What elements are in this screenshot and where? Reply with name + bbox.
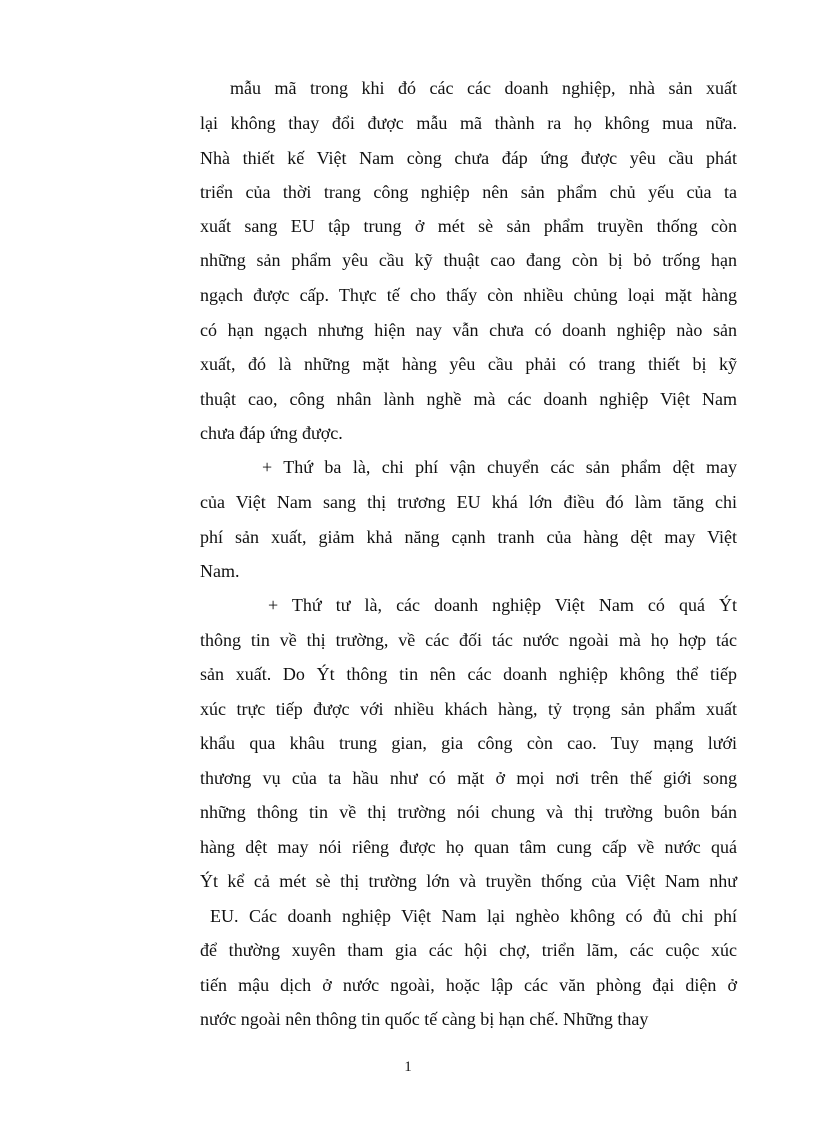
text-line: lại không thay đổi được mẫu mã thành ra họ không mua nữa.	[200, 113, 737, 133]
text-line: Nhà thiết kế Việt Nam còng chưa đáp ứng được yêu cầu phát	[200, 148, 737, 168]
text-line: nước ngoài nên thông tin quốc tế càng bị hạn chế. Những thay	[200, 1009, 649, 1029]
text-line: + Thứ tư là, các doanh nghiệp Việt Nam có quá Ýt	[268, 595, 737, 615]
text-line: thuật cao, công nhân lành nghề mà các doanh nghiệp Việt Nam	[200, 389, 737, 409]
text-line: EU. Các doanh nghiệp Việt Nam lại nghèo không có đủ chi phí	[210, 906, 737, 926]
text-line: hàng dệt may nói riêng được họ quan tâm cung cấp về nước quá	[200, 837, 737, 857]
text-line: xuất sang EU tập trung ở mét sè sản phẩm truyền thống còn	[200, 216, 737, 236]
text-line: những sản phẩm yêu cầu kỹ thuật cao đang còn bị bỏ trống hạn	[200, 250, 737, 270]
text-line: xúc trực tiếp được với nhiều khách hàng, tỷ trọng sản phẩm xuất	[200, 699, 737, 719]
text-line: sản xuất. Do Ýt thông tin nên các doanh nghiệp không thể tiếp	[200, 664, 737, 684]
text-line: tiến mậu dịch ở nước ngoài, hoặc lập các văn phòng đại diện ở	[200, 975, 737, 995]
text-line: + Thứ ba là, chi phí vận chuyển các sản phẩm dệt may	[262, 457, 737, 477]
text-line: để thường xuyên tham gia các hội chợ, triển lãm, các cuộc xúc	[200, 940, 737, 960]
text-line: chưa đáp ứng được.	[200, 423, 343, 443]
text-line: xuất, đó là những mặt hàng yêu cầu phải có trang thiết bị kỹ	[200, 354, 737, 374]
text-line: có hạn ngạch nhưng hiện nay vẫn chưa có doanh nghiệp nào sản	[200, 320, 737, 340]
text-line: mẫu mã trong khi đó các các doanh nghiệp, nhà sản xuất	[230, 78, 737, 98]
text-line: khẩu qua khâu trung gian, gia công còn cao. Tuy mạng lưới	[200, 733, 737, 753]
text-line: ngạch được cấp. Thực tế cho thấy còn nhiều chủng loại mặt hàng	[200, 285, 737, 305]
page-number: 1	[404, 1059, 412, 1075]
text-line: Nam.	[200, 561, 240, 581]
text-line: phí sản xuất, giảm khả năng cạnh tranh của hàng dệt may Việt	[200, 527, 737, 547]
text-line: của Việt Nam sang thị trương EU khá lớn điều đó làm tăng chi	[200, 492, 737, 512]
text-line: triển của thời trang công nghiệp nên sản phẩm chủ yếu của ta	[200, 182, 737, 202]
text-line: thương vụ của ta hầu như có mặt ở mọi nơi trên thế giới song	[200, 768, 737, 788]
text-line: thông tin về thị trường, về các đối tác nước ngoài mà họ hợp tác	[200, 630, 737, 650]
text-line: Ýt kể cả mét sè thị trường lớn và truyền thống của Việt Nam như	[200, 871, 737, 891]
text-line: những thông tin về thị trường nói chung và thị trường buôn bán	[200, 802, 737, 822]
